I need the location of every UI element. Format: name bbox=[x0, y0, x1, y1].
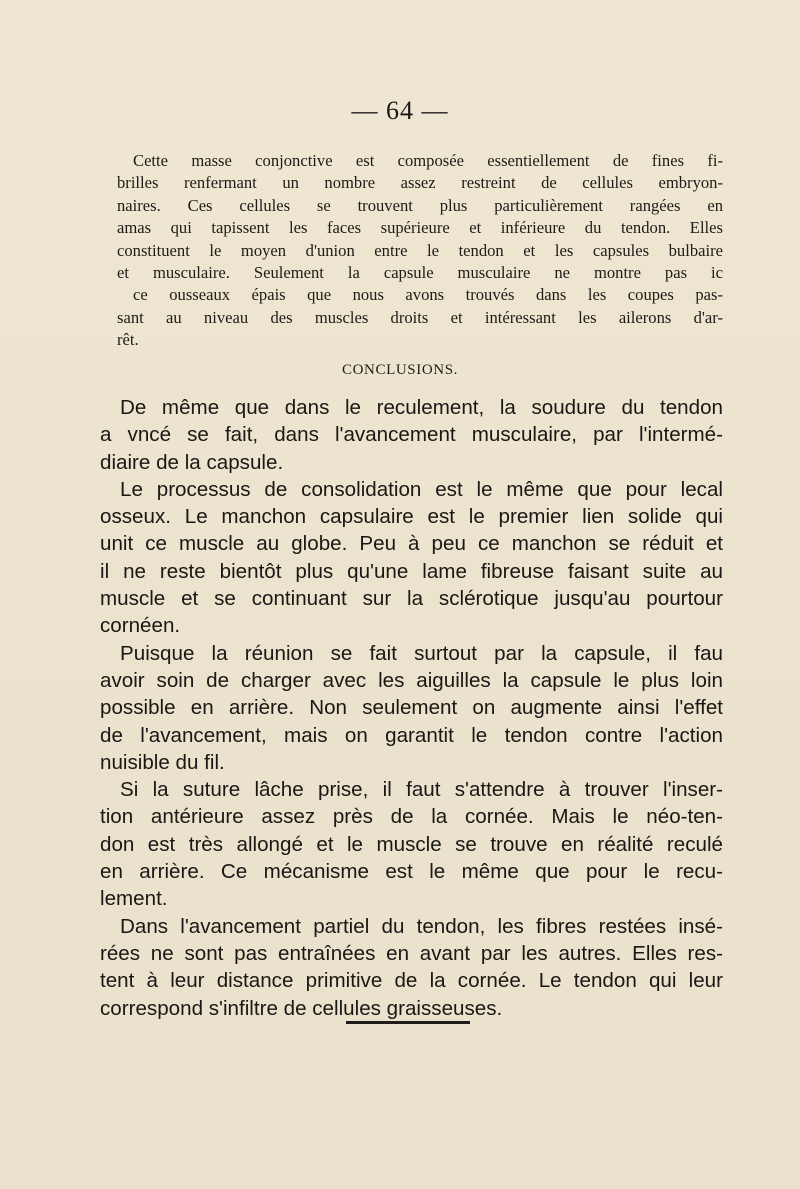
text-line: Dans l'avancement partiel du tendon, les fibres restées insé- bbox=[120, 914, 723, 938]
text-line: Puisque la réunion se fait surtout par la capsule, il fau bbox=[120, 641, 723, 665]
text-line: nuisible du fil. bbox=[100, 750, 225, 774]
text-line: De même que dans le reculement, la soudure du tendon bbox=[120, 396, 723, 419]
text-line: constituent le moyen d'union entre le tendon et les capsules bulbaire bbox=[117, 240, 723, 260]
text-line: brilles renfermant un nombre assez restreint de cellules embryon- bbox=[117, 173, 723, 193]
text-line: lement. bbox=[100, 887, 168, 911]
text-line: avoir soin de charger avec les aiguilles la capsule le plus loin bbox=[100, 668, 723, 692]
text-line: il ne reste bientôt plus qu'une lame fibreuse faisant suite au bbox=[100, 559, 723, 583]
text-line: rées ne sont pas entraînées en avant par les autres. Elles res- bbox=[100, 941, 723, 965]
text-line: ce ousseaux épais que nous avons trouvés dans les coupes pas- bbox=[133, 285, 723, 305]
text-line: correspond s'infiltre de cellules graisseuses. bbox=[100, 996, 503, 1020]
text-line: en arrière. Ce mécanisme est le même que pour le recu- bbox=[100, 860, 723, 884]
text-line: diaire de la capsule. bbox=[100, 450, 284, 474]
text-line: possible en arrière. Non seulement on augmente ainsi l'effet bbox=[100, 696, 723, 720]
text-line: amas qui tapissent les faces supérieure et inférieure du tendon. Elles bbox=[117, 218, 723, 238]
text-line: osseux. Le manchon capsulaire est le premier lien solide qui bbox=[100, 505, 723, 529]
text-line: naires. Ces cellules se trouvent plus particulièrement rangées en bbox=[117, 195, 723, 215]
text-line: Si la suture lâche prise, il faut s'attendre à trouver l'inser- bbox=[120, 778, 723, 802]
section-end-rule bbox=[346, 1021, 470, 1024]
text-line: Le processus de consolidation est le même que pour lecal bbox=[120, 477, 723, 501]
text-line: cornéen. bbox=[100, 614, 181, 638]
text-line: muscle et se continuant sur la sclérotique jusqu'au pourtour bbox=[100, 587, 723, 611]
text-line: Cette masse conjonctive est composée essentiellement de fines fi- bbox=[133, 151, 723, 170]
section-heading: CONCLUSIONS. bbox=[342, 362, 458, 378]
text-line: de l'avancement, mais on garantit le tendon contre l'action bbox=[100, 723, 723, 747]
page-number: — 64 — bbox=[351, 96, 449, 125]
text-line: sant au niveau des muscles droits et intéressant les ailerons d'ar- bbox=[117, 307, 723, 327]
text-line: tent à leur distance primitive de la cornée. Le tendon qui leur bbox=[100, 969, 723, 993]
text-line: don est très allongé et le muscle se trouve en réalité reculé bbox=[100, 832, 723, 856]
text-line: unit ce muscle au globe. Peu à peu ce manchon se réduit et bbox=[100, 532, 723, 556]
conclusions-text bbox=[100, 394, 723, 1022]
text-line: tion antérieure assez près de la cornée. Mais le néo-ten- bbox=[100, 805, 723, 829]
intro-paragraph bbox=[117, 150, 723, 352]
text-line: rêt. bbox=[117, 330, 139, 350]
text-line: et musculaire. Seulement la capsule musculaire ne montre pas ic bbox=[117, 263, 723, 283]
text-line: a vncé se fait, dans l'avancement musculaire, par l'intermé- bbox=[100, 423, 723, 447]
